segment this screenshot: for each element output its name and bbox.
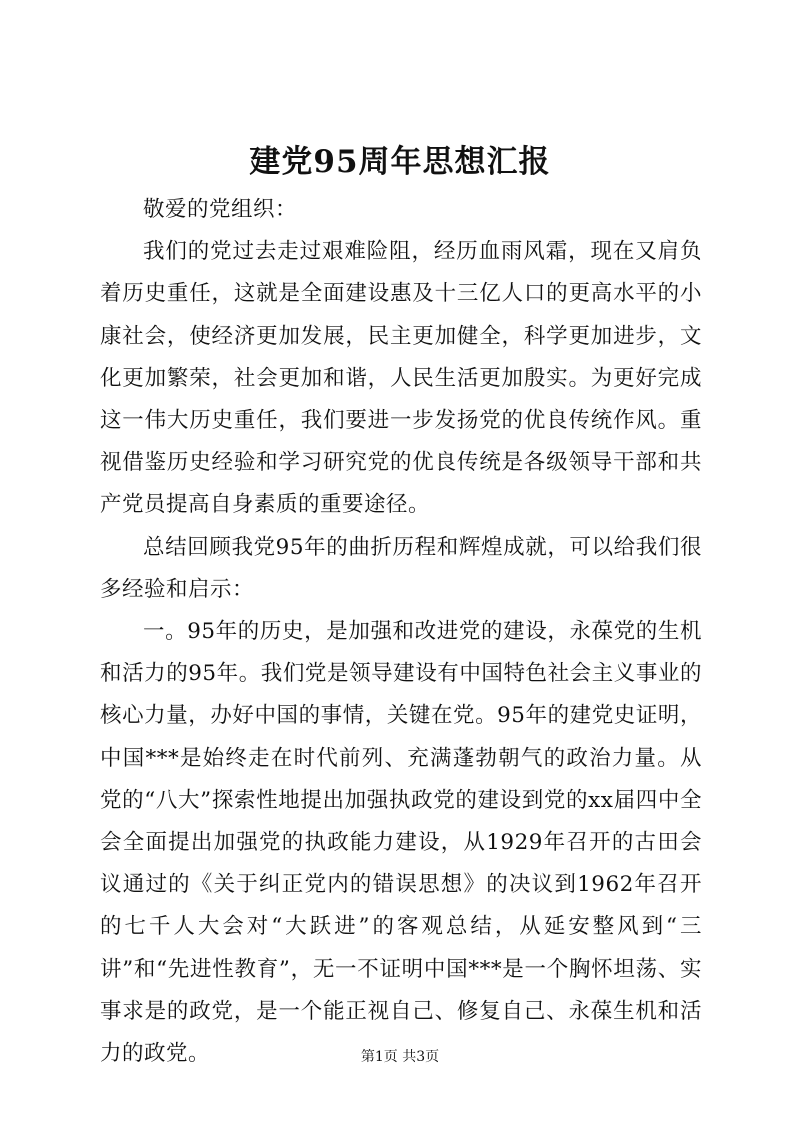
salutation: 敬爱的党组织： <box>143 197 298 222</box>
paragraph-1: 我们的党过去走过艰难险阻，经历血雨风霜，现在又肩负着历史重任，这就是全面建设惠及十三亿人口的更高水平的小康社会，使经济更加发展，民主更加健全，科学更加进步，文化更加繁荣，社会更加和谐，人民生活更加殷实。为更好完成这一伟大历史重任，我们要进一步发扬党的优良传统作风。重视借鉴历史经验和学习研究党的优良传统是各级领导干部和共产党员提高自身素质的重要途径。 <box>100 239 702 518</box>
paragraph-3: 一。95年的历史，是加强和改进党的建设，永葆党的生机和活力的95年。我们党是领导建设有中国特色社会主义事业的核心力量，办好中国的事情，关键在党。95年的建党史证明，中国***是始终走在时代前列、充满蓬勃朝气的政治力量。从党的“八大”探索性地提出加强执政党的建设到党的xx届四中全会全面提出加强党的执政能力建设，从1929年召开的古田会议通过的《关于纠正党内的错误思想》的决议到1962年召开的七千人大会对“大跃进”的客观总结，从延安整风到“三讲”和“先进性教育”，无一不证明中国***是一个胸怀坦荡、实事求是的政党，是一个能正视自己、修复自己、永葆生机和活力的政党。 <box>100 619 702 1067</box>
document-body <box>100 189 702 1075</box>
document-title: 建党95周年思想汇报 <box>249 144 551 180</box>
page-footer: 第1页 共3页 <box>360 1049 440 1065</box>
paragraph-2: 总结回顾我党95年的曲折历程和辉煌成就，可以给我们很多经验和启示： <box>100 534 702 602</box>
